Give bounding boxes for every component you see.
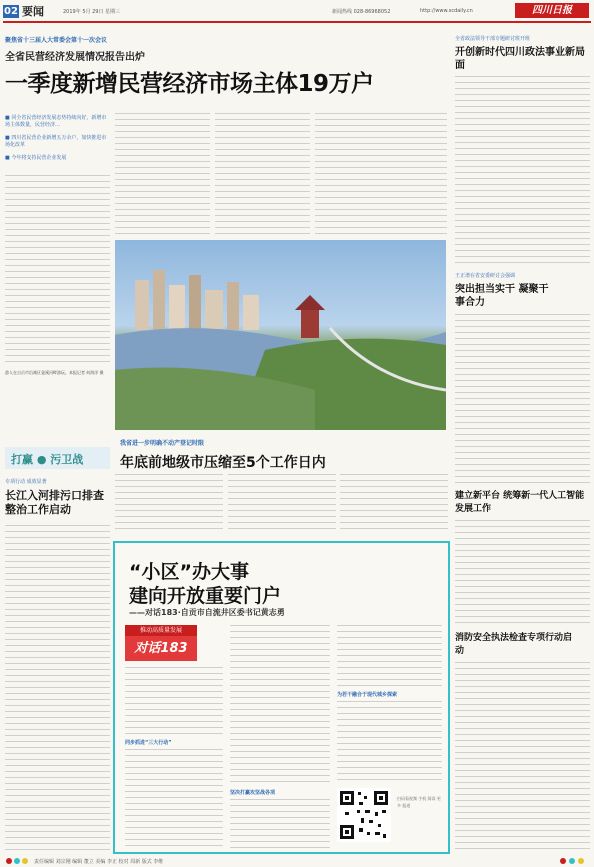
registration-mark-icon <box>22 858 28 864</box>
registration-mark-icon <box>578 858 584 864</box>
footer-credits: 责任编辑 刘宗刚 编辑 董立 美编 李正 校对 周新 版式 李维 <box>34 859 164 865</box>
feature-body-col1 <box>125 667 223 735</box>
feature-subtitle: ——对话183·自贡市自流井区委书记黄志勇 <box>129 608 285 617</box>
masthead-rule <box>3 21 591 23</box>
issue-date: 2019年 5月 29日 星期三 <box>63 9 121 15</box>
summary-item: ■ 今年将支持民营企业发展 <box>5 155 67 161</box>
registration-mark-icon <box>14 858 20 864</box>
paper-logo: 四川日报 <box>515 3 589 18</box>
center-kicker: 我省进一步明确不动产登记时限 <box>120 440 205 447</box>
footer <box>0 856 594 867</box>
feature-headline-line2: 建向开放重要门户 <box>129 585 282 607</box>
center-body-col1 <box>115 474 223 534</box>
column-body <box>5 525 110 850</box>
feature-headline-line1: “小区”办大事 <box>129 561 249 583</box>
registration-mark-icon <box>569 858 575 864</box>
feature-box <box>113 541 450 854</box>
right-lower-headline: 建立新平台 统筹新一代人工智能发展工作 <box>455 491 585 514</box>
lead-subtitle: 全省民营经济发展情况报告出炉 <box>5 52 145 63</box>
qr-code[interactable] <box>337 788 391 842</box>
lead-body-col3 <box>215 113 310 236</box>
feature-badge <box>125 625 197 661</box>
right-bottom-body <box>455 662 590 850</box>
lead-body-col4 <box>315 113 447 236</box>
page-number: 02 <box>4 6 18 17</box>
summary-item: ■ 同全省民营经济发展态势持续向好，新增市场主体数量，民营经济… <box>5 115 107 128</box>
lead-headline: 一季度新增民营经济市场主体19万户 <box>5 71 374 97</box>
center-body-col2 <box>228 474 336 534</box>
lead-body-col2 <box>115 113 210 236</box>
lead-summary <box>5 115 110 162</box>
right-bottom-headline: 消防安全执法检查专项行动启动 <box>455 633 573 656</box>
news-hotline: 新闻热线 028-86968052 <box>332 9 391 15</box>
summary-item: ■ 四川省民营企业新增五万余户，加快推进市场化改革 <box>5 135 107 148</box>
website-link[interactable]: http://www.scdaily.cn <box>420 8 473 14</box>
column-banner <box>5 447 110 469</box>
column-headline: 长江入河排污口排查整治工作启动 <box>5 489 104 516</box>
badge-top-label: 推动高质量发展 <box>125 625 197 636</box>
feature-body-col3 <box>337 625 442 687</box>
lead-body-col1 <box>5 175 110 365</box>
right-mid-headline: 突出担当实干 凝聚干事合力 <box>455 284 549 308</box>
masthead <box>0 0 594 22</box>
right-mid-kicker: 王正谱在省安委研讨会强调 <box>455 273 516 279</box>
right-lower-body <box>455 520 590 625</box>
right-top-kicker: 全省政法领导干部专题研讨班开班 <box>455 36 531 42</box>
feature-section-head: 同步抓进“三大行动” <box>125 740 172 746</box>
registration-mark-icon <box>6 858 12 864</box>
qr-caption: 扫码看视频 手机 阅读 更多 报道 <box>397 796 441 808</box>
right-mid-body <box>455 314 590 484</box>
section-label: 要闻 <box>22 5 44 18</box>
registration-mark-icon <box>560 858 566 864</box>
column-kicker: 专项行动 成效显著 <box>5 479 47 485</box>
center-body-col3 <box>340 474 448 534</box>
lead-kicker: 聚焦省十三届人大常委会第十一次会议 <box>5 37 108 44</box>
feature-section-head: 为若干融合于现代城乡探索 <box>337 692 398 698</box>
right-top-body <box>455 76 590 266</box>
feature-body-col1b <box>125 749 223 849</box>
feature-section-head: 坚决打赢攻坚战各项 <box>230 790 276 796</box>
qr-code-icon <box>337 788 391 842</box>
cityscape-illustration <box>115 240 446 430</box>
badge-bottom-label: 对话183 <box>125 636 197 661</box>
right-top-headline: 开创新时代四川政法事业新局面 <box>455 47 585 71</box>
column-title: 打赢 ● 污卫战 <box>11 453 84 466</box>
photo-caption: 游人在自贡市沿滩区釜溪河畔游玩。本报记者 何海洋 摄 <box>5 370 104 375</box>
feature-body-col3b <box>337 701 442 783</box>
center-headline: 年底前地级市压缩至5个工作日内 <box>120 455 326 471</box>
lead-photo <box>115 240 446 430</box>
feature-body-col2b <box>230 799 330 849</box>
feature-body-col2 <box>230 625 330 785</box>
